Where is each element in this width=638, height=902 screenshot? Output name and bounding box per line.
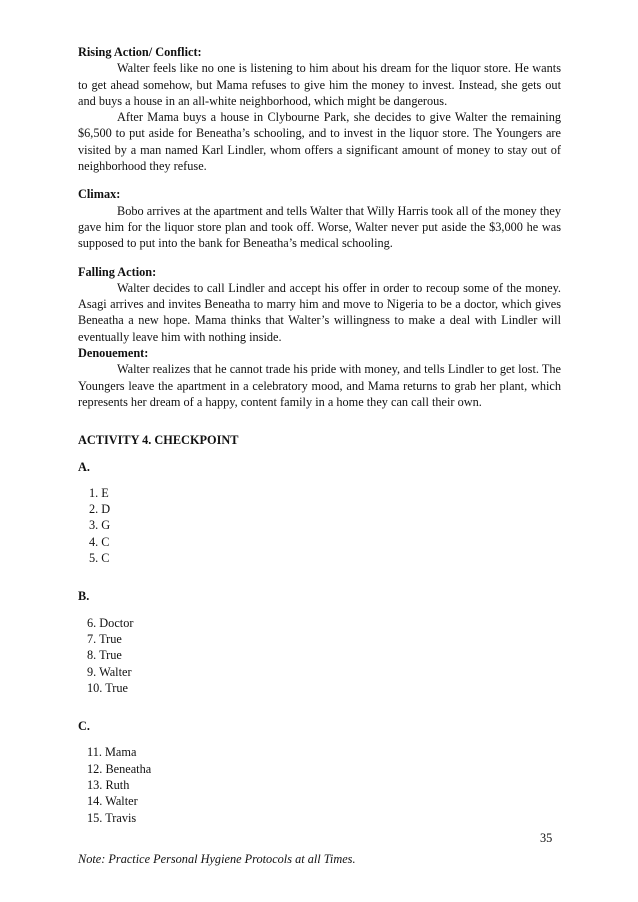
answer-item: 5. C xyxy=(89,551,110,566)
denouement-paragraph: Walter realizes that he cannot trade his pride with money, and tells Lindler to get lost. The Youngers leave the apartment in a celebratory mood, and Mama returns to grab her plant, which represents her dream of a happy, content family in a home they can call their own. xyxy=(78,362,561,409)
falling-action-paragraph: Walter decides to call Lindler and accept his offer in order to recoup some of the money. Asagi arrives and invites Beneatha to marry him and move to Nigeria to be a doctor, which gives Beneatha a new hope. Mama thinks that Walter’s willingness to make a deal with Lindler will eventually leave him with nothing inside. xyxy=(78,280,561,344)
spacer xyxy=(78,696,561,718)
spacer xyxy=(78,449,561,459)
rising-action-paragraph-1: Walter feels like no one is listening to him about his dream for the liquor store. He wants to get ahead somehow, but Mama refuses to give him the money to invest. Instead, she gets out and buys a house in an all-white neighborhood, which might be dangerous. xyxy=(78,61,561,108)
spacer xyxy=(78,605,561,615)
answer-item: 6. Doctor xyxy=(87,615,134,630)
spacer xyxy=(78,410,561,432)
answer-item: 7. True xyxy=(87,631,122,646)
rising-action-paragraph-2: After Mama buys a house in Clybourne Park, she decides to give Walter the remaining $6,500 to put aside for Beneatha’s schooling, and to invest in the liquor store. The Youngers are visited by a man named Karl Lindler, whom offers a significant amount of money to stay out of neighborhood they refuse. xyxy=(78,110,561,174)
rising-action-heading: Rising Action/ Conflict: xyxy=(78,45,202,59)
section-b-answers xyxy=(78,615,561,696)
page-content xyxy=(78,44,561,826)
activity-heading: ACTIVITY 4. CHECKPOINT xyxy=(78,433,239,448)
denouement-heading: Denouement: xyxy=(78,346,149,361)
answer-item: 2. D xyxy=(89,502,111,517)
section-c-label: C. xyxy=(78,719,90,734)
answer-item: 10. True xyxy=(87,680,129,695)
answer-item: 11. Mama xyxy=(87,745,137,760)
spacer xyxy=(78,734,561,744)
spacer xyxy=(78,174,561,186)
section-b-label: B. xyxy=(78,589,90,604)
falling-action-heading: Falling Action: xyxy=(78,264,157,279)
climax-paragraph: Bobo arrives at the apartment and tells Walter that Willy Harris took all of the money they gave him for the liquor store plan and took off. Worse, Walter never put aside the $3,000 he was supposed to put into the bank for Beneatha’s medical schooling. xyxy=(78,203,561,251)
climax-heading: Climax: xyxy=(78,187,121,202)
answer-item: 3. G xyxy=(89,518,111,533)
answer-item: 12. Beneatha xyxy=(87,761,152,776)
page-number: 35 xyxy=(540,831,553,845)
answer-item: 13. Ruth xyxy=(87,777,130,792)
answer-item: 1. E xyxy=(89,485,109,500)
spacer xyxy=(78,475,561,485)
section-a-answers xyxy=(78,485,561,566)
spacer xyxy=(78,566,561,588)
section-c-answers xyxy=(78,744,561,825)
section-a-label: A. xyxy=(78,459,90,474)
answer-item: 4. C xyxy=(89,534,110,549)
answer-item: 14. Walter xyxy=(87,794,138,809)
spacer xyxy=(78,252,561,264)
answer-item: 15. Travis xyxy=(87,810,137,825)
answer-item: 8. True xyxy=(87,648,122,663)
answer-item: 9. Walter xyxy=(87,664,132,679)
footer-note: Note: Practice Personal Hygiene Protocols at all Times. xyxy=(78,852,356,866)
